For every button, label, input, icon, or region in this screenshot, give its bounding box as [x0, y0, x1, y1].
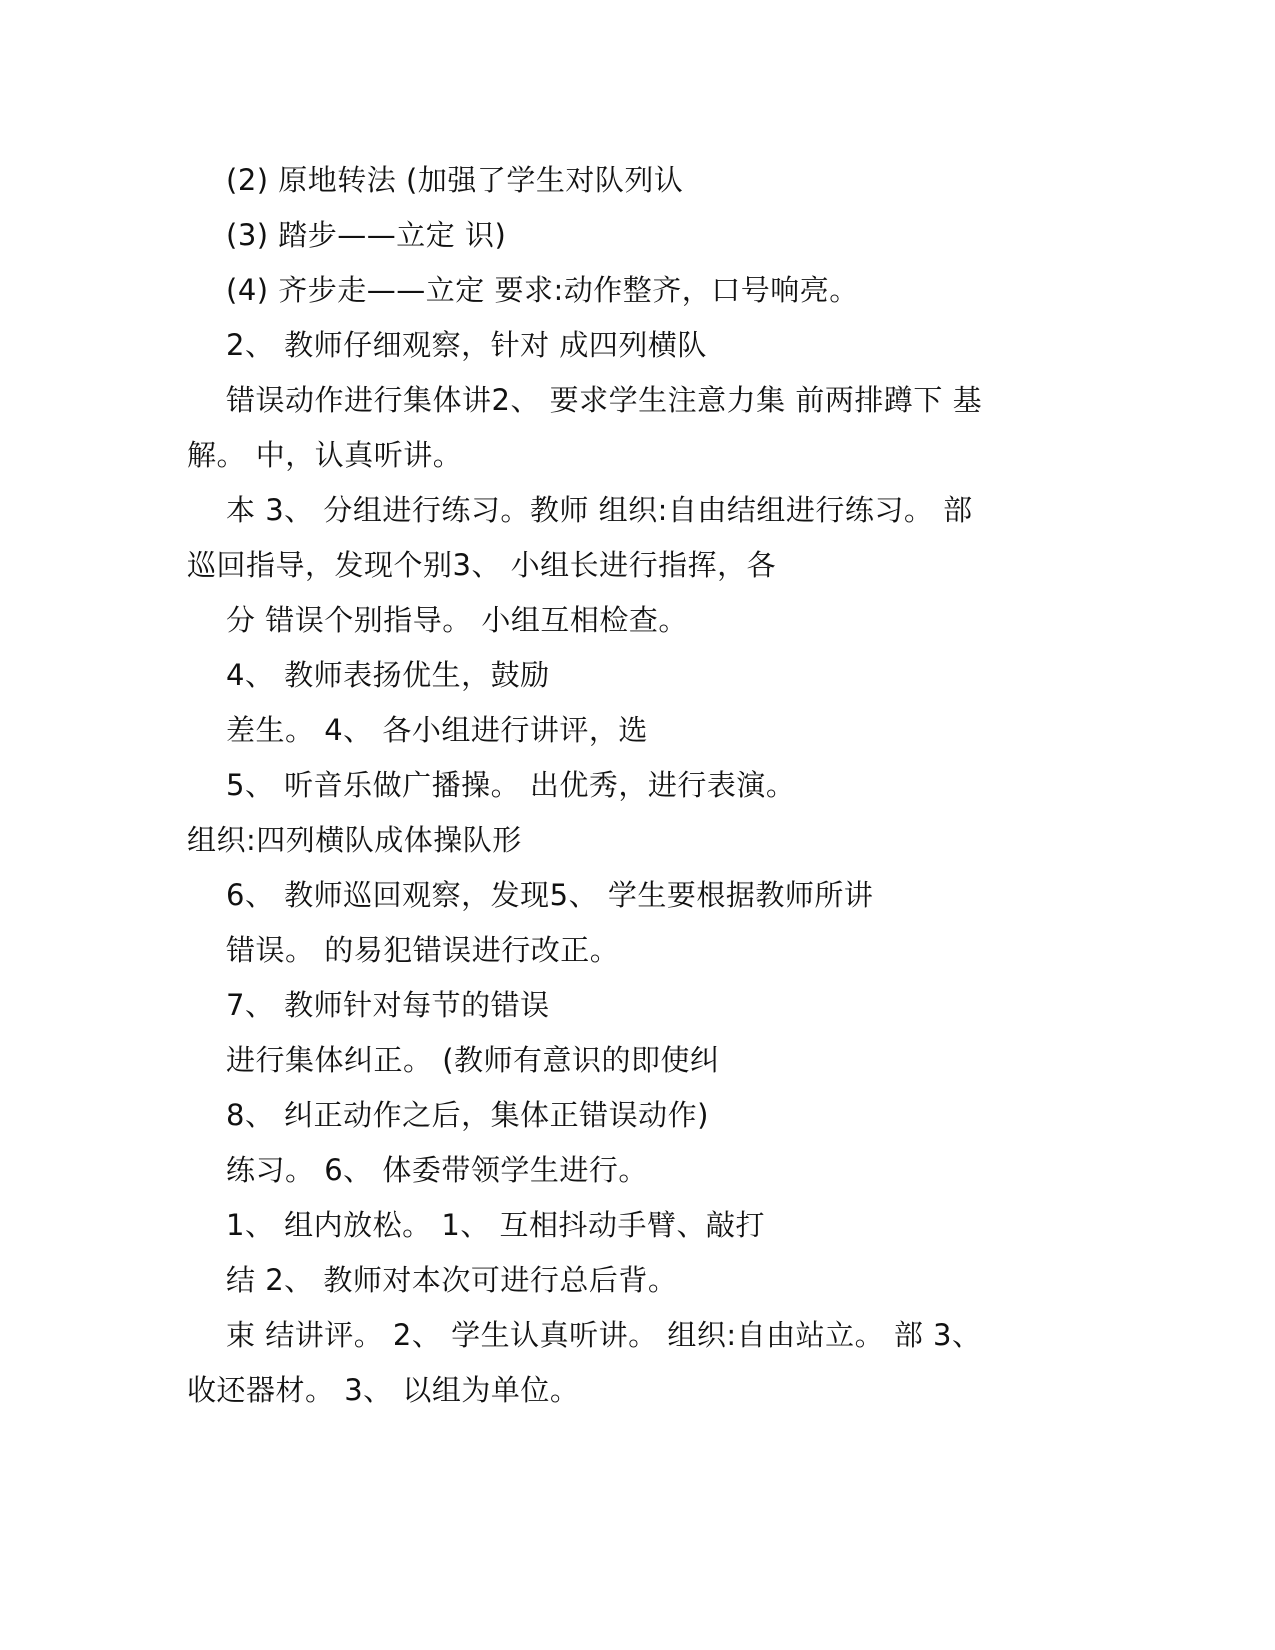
text-line: 1、 组内放松。 1、 互相抖动手臂、敲打: [226, 1208, 766, 1242]
text-line: 本 3、 分组进行练习。教师 组织:自由结组进行练习。 部: [226, 493, 973, 527]
text-line: 收还器材。 3、 以组为单位。: [187, 1373, 580, 1407]
text-line: (3) 踏步——立定 识): [226, 218, 507, 252]
text-line: 8、 纠正动作之后，集体正错误动作): [226, 1098, 709, 1132]
text-line: 错误。 的易犯错误进行改正。: [226, 933, 620, 967]
text-line: 组织:四列横队成体操队形: [187, 823, 522, 857]
text-line: 差生。 4、 各小组进行讲评，选: [226, 713, 648, 747]
text-line: 练习。 6、 体委带领学生进行。: [226, 1153, 648, 1187]
text-line: 2、 教师仔细观察，针对 成四列横队: [226, 328, 707, 362]
text-line: 6、 教师巡回观察，发现5、 学生要根据教师所讲: [226, 878, 874, 912]
text-line: 结 2、 教师对本次可进行总后背。: [226, 1263, 678, 1297]
text-line: 7、 教师针对每节的错误: [226, 988, 550, 1022]
text-line: 巡回指导，发现个别3、 小组长进行指挥，各: [187, 548, 777, 582]
text-line: (2) 原地转法 (加强了学生对队列认: [226, 163, 684, 197]
text-line: (4) 齐步走——立定 要求:动作整齐，口号响亮。: [226, 273, 859, 307]
text-line: 5、 听音乐做广播操。 出优秀，进行表演。: [226, 768, 796, 802]
text-line: 束 结讲评。 2、 学生认真听讲。 组织:自由站立。 部 3、: [226, 1318, 982, 1352]
text-line: 错误动作进行集体讲2、 要求学生注意力集 前两排蹲下 基: [226, 383, 983, 417]
text-line: 进行集体纠正。 (教师有意识的即使纠: [226, 1043, 720, 1077]
text-line: 解。 中，认真听讲。: [187, 438, 463, 472]
text-line: 4、 教师表扬优生，鼓励: [226, 658, 550, 692]
text-line: 分 错误个别指导。 小组互相检查。: [226, 603, 688, 637]
